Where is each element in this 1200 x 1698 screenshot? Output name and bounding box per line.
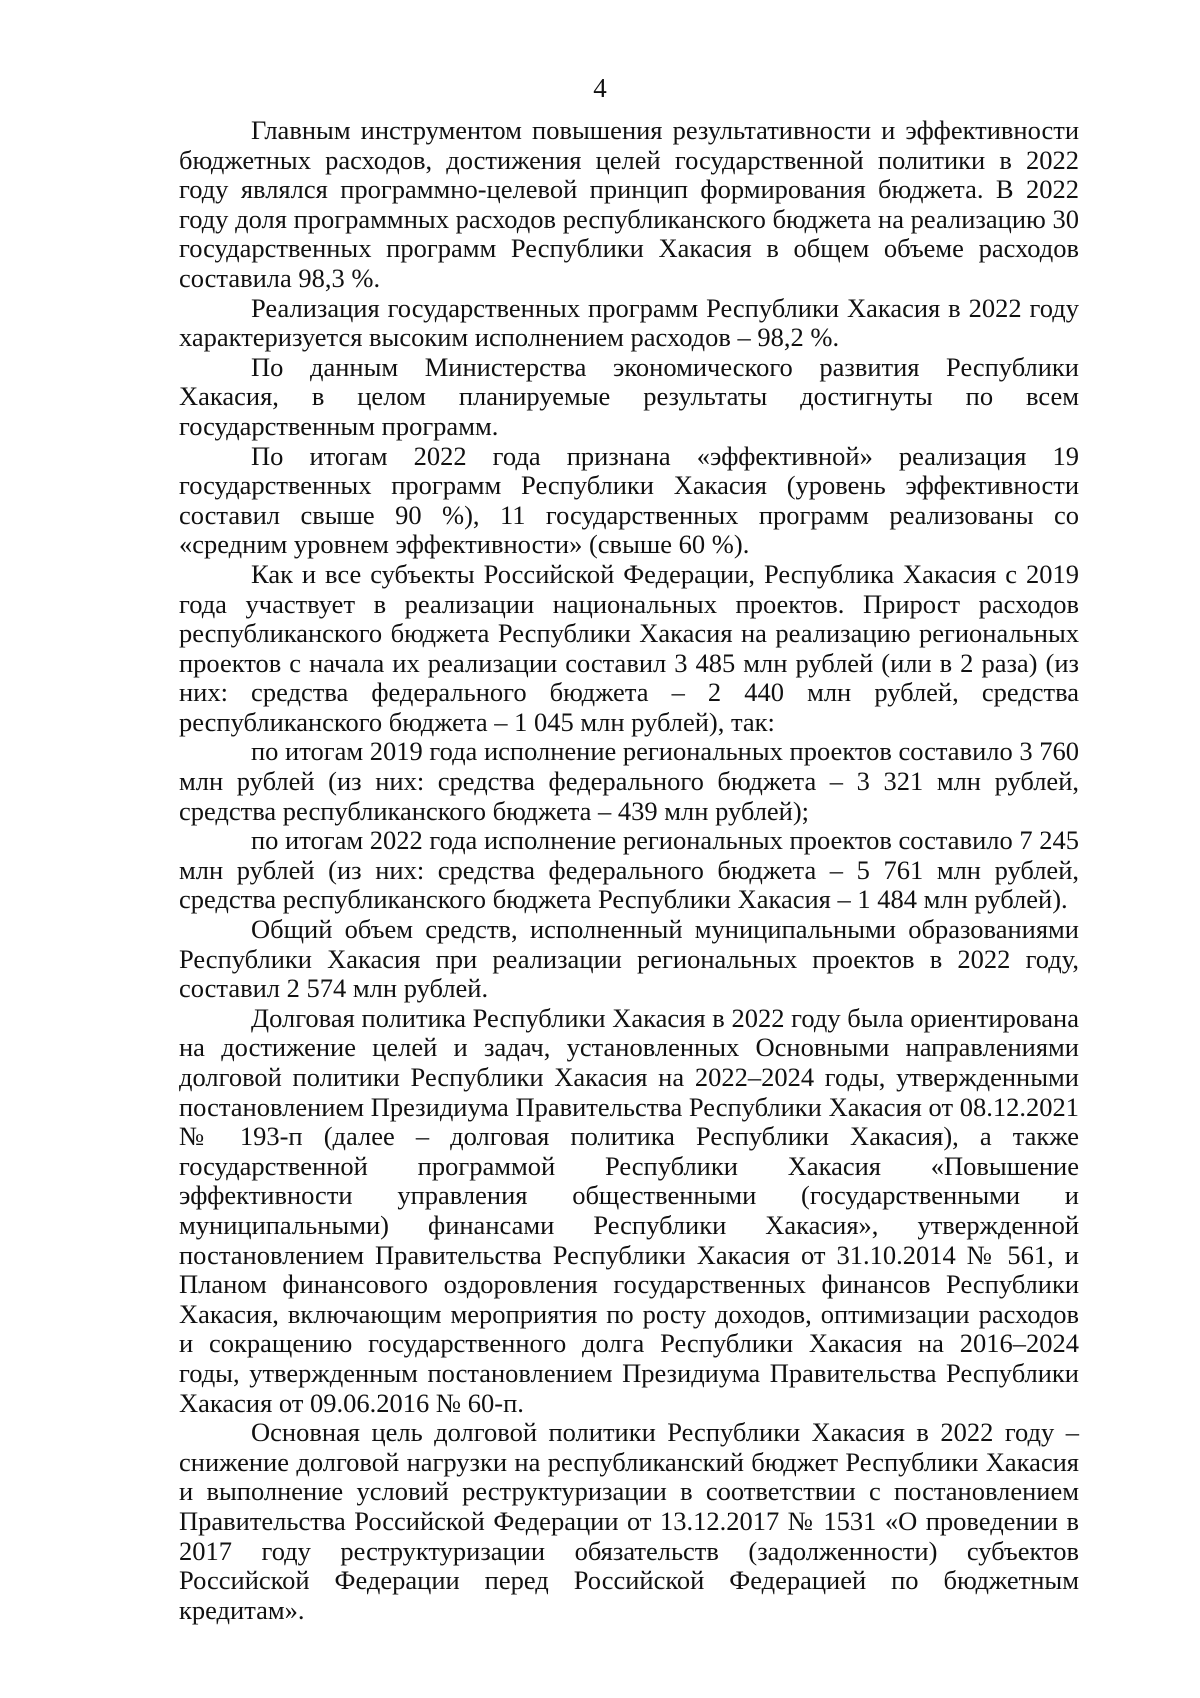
paragraph-program-execution: Реализация государственных программ Республики Хакасия в 2022 году характеризуется высоким исполнением расходов – 98,2 %. (179, 292, 1079, 353)
paragraph-debt-policy: Долговая политика Республики Хакасия в 2022 году была ориентирована на достижение целей и задач, установленных Основными направлениями долговой политики Республики Хакасия на 2022–2024 годы, утвержденными постановлением Президиума Правительства Республики Хакасия от 08.12.2021 № 193-п (далее – долговая политика Республики Хакасия), а также государственной программой Республики Хакасия «Повышение эффективности управления общественными (государственными и муниципальными) финансами Республики Хакасия», утвержденной постановлением Правительства Республики Хакасия от 31.10.2014 № 561, и Планом финансового оздоровления государственных финансов Республики Хакасия, включающим мероприятия по росту доходов, оптимизации расходов и сокращению государственного долга Республики Хакасия на 2016–2024 годы, утвержденным постановлением Президиума Правительства Республики Хакасия от 09.06.2016 № 60-п. (179, 1002, 1079, 1418)
paragraph-program-effectiveness: По итогам 2022 года признана «эффективной» реализация 19 государственных программ Республики Хакасия (уровень эффективности составил свыше 90 %), 11 государственных программ реализованы со «средним уровнем эффективности» (свыше 60 %). (179, 440, 1079, 560)
paragraph-results-2022: по итогам 2022 года исполнение региональных проектов составило 7 245 млн рублей (из них: средства федерального бюджета – 5 761 млн рублей, средства республиканского бюджета Республики Хакасия – 1 484 млн рублей). (179, 825, 1079, 915)
paragraph-national-projects: Как и все субъекты Российской Федерации, Республика Хакасия с 2019 года участвует в реализации национальных проектов. Прирост расходов республиканского бюджета Республики Хакасия на реализацию региональных проектов с начала их реализации составил 3 485 млн рублей (или в 2 раза) (из них: средства федерального бюджета – 2 440 млн рублей, средства республиканского бюджета – 1 045 млн рублей), так: (179, 558, 1079, 737)
paragraph-municipal-funds: Общий объем средств, исполненный муниципальными образованиями Республики Хакасия при реализации региональных проектов в 2022 году, составил 2 574 млн рублей. (179, 914, 1079, 1004)
paragraph-program-target-principle: Главным инструментом повышения результативности и эффективности бюджетных расходов, достижения целей государственной политики в 2022 году являлся программно-целевой принцип формирования бюджета. В 2022 году доля программных расходов республиканского бюджета на реализацию 30 государственных программ Республики Хакасия в общем объеме расходов составила 98,3 %. (179, 115, 1079, 293)
page-number: 4 (593, 73, 607, 103)
document-body (179, 116, 1079, 1625)
paragraph-ministry-data: По данным Министерства экономического развития Республики Хакасия, в целом планируемые результаты достигнуты по всем государственным программ. (179, 351, 1079, 441)
paragraph-results-2019: по итогам 2019 года исполнение региональных проектов составило 3 760 млн рублей (из них: средства федерального бюджета – 3 321 млн рублей, средства республиканского бюджета – 439 млн рублей); (179, 736, 1079, 826)
paragraph-debt-policy-goal: Основная цель долговой политики Республики Хакасия в 2022 году – снижение долговой нагрузки на республиканский бюджет Республики Хакасия и выполнение условий реструктуризации в соответствии с постановлением Правительства Российской Федерации от 13.12.2017 № 1531 «О проведении в 2017 году реструктуризации обязательств (задолженности) субъектов Российской Федерации перед Российской Федерацией по бюджетным кредитам». (179, 1417, 1079, 1625)
